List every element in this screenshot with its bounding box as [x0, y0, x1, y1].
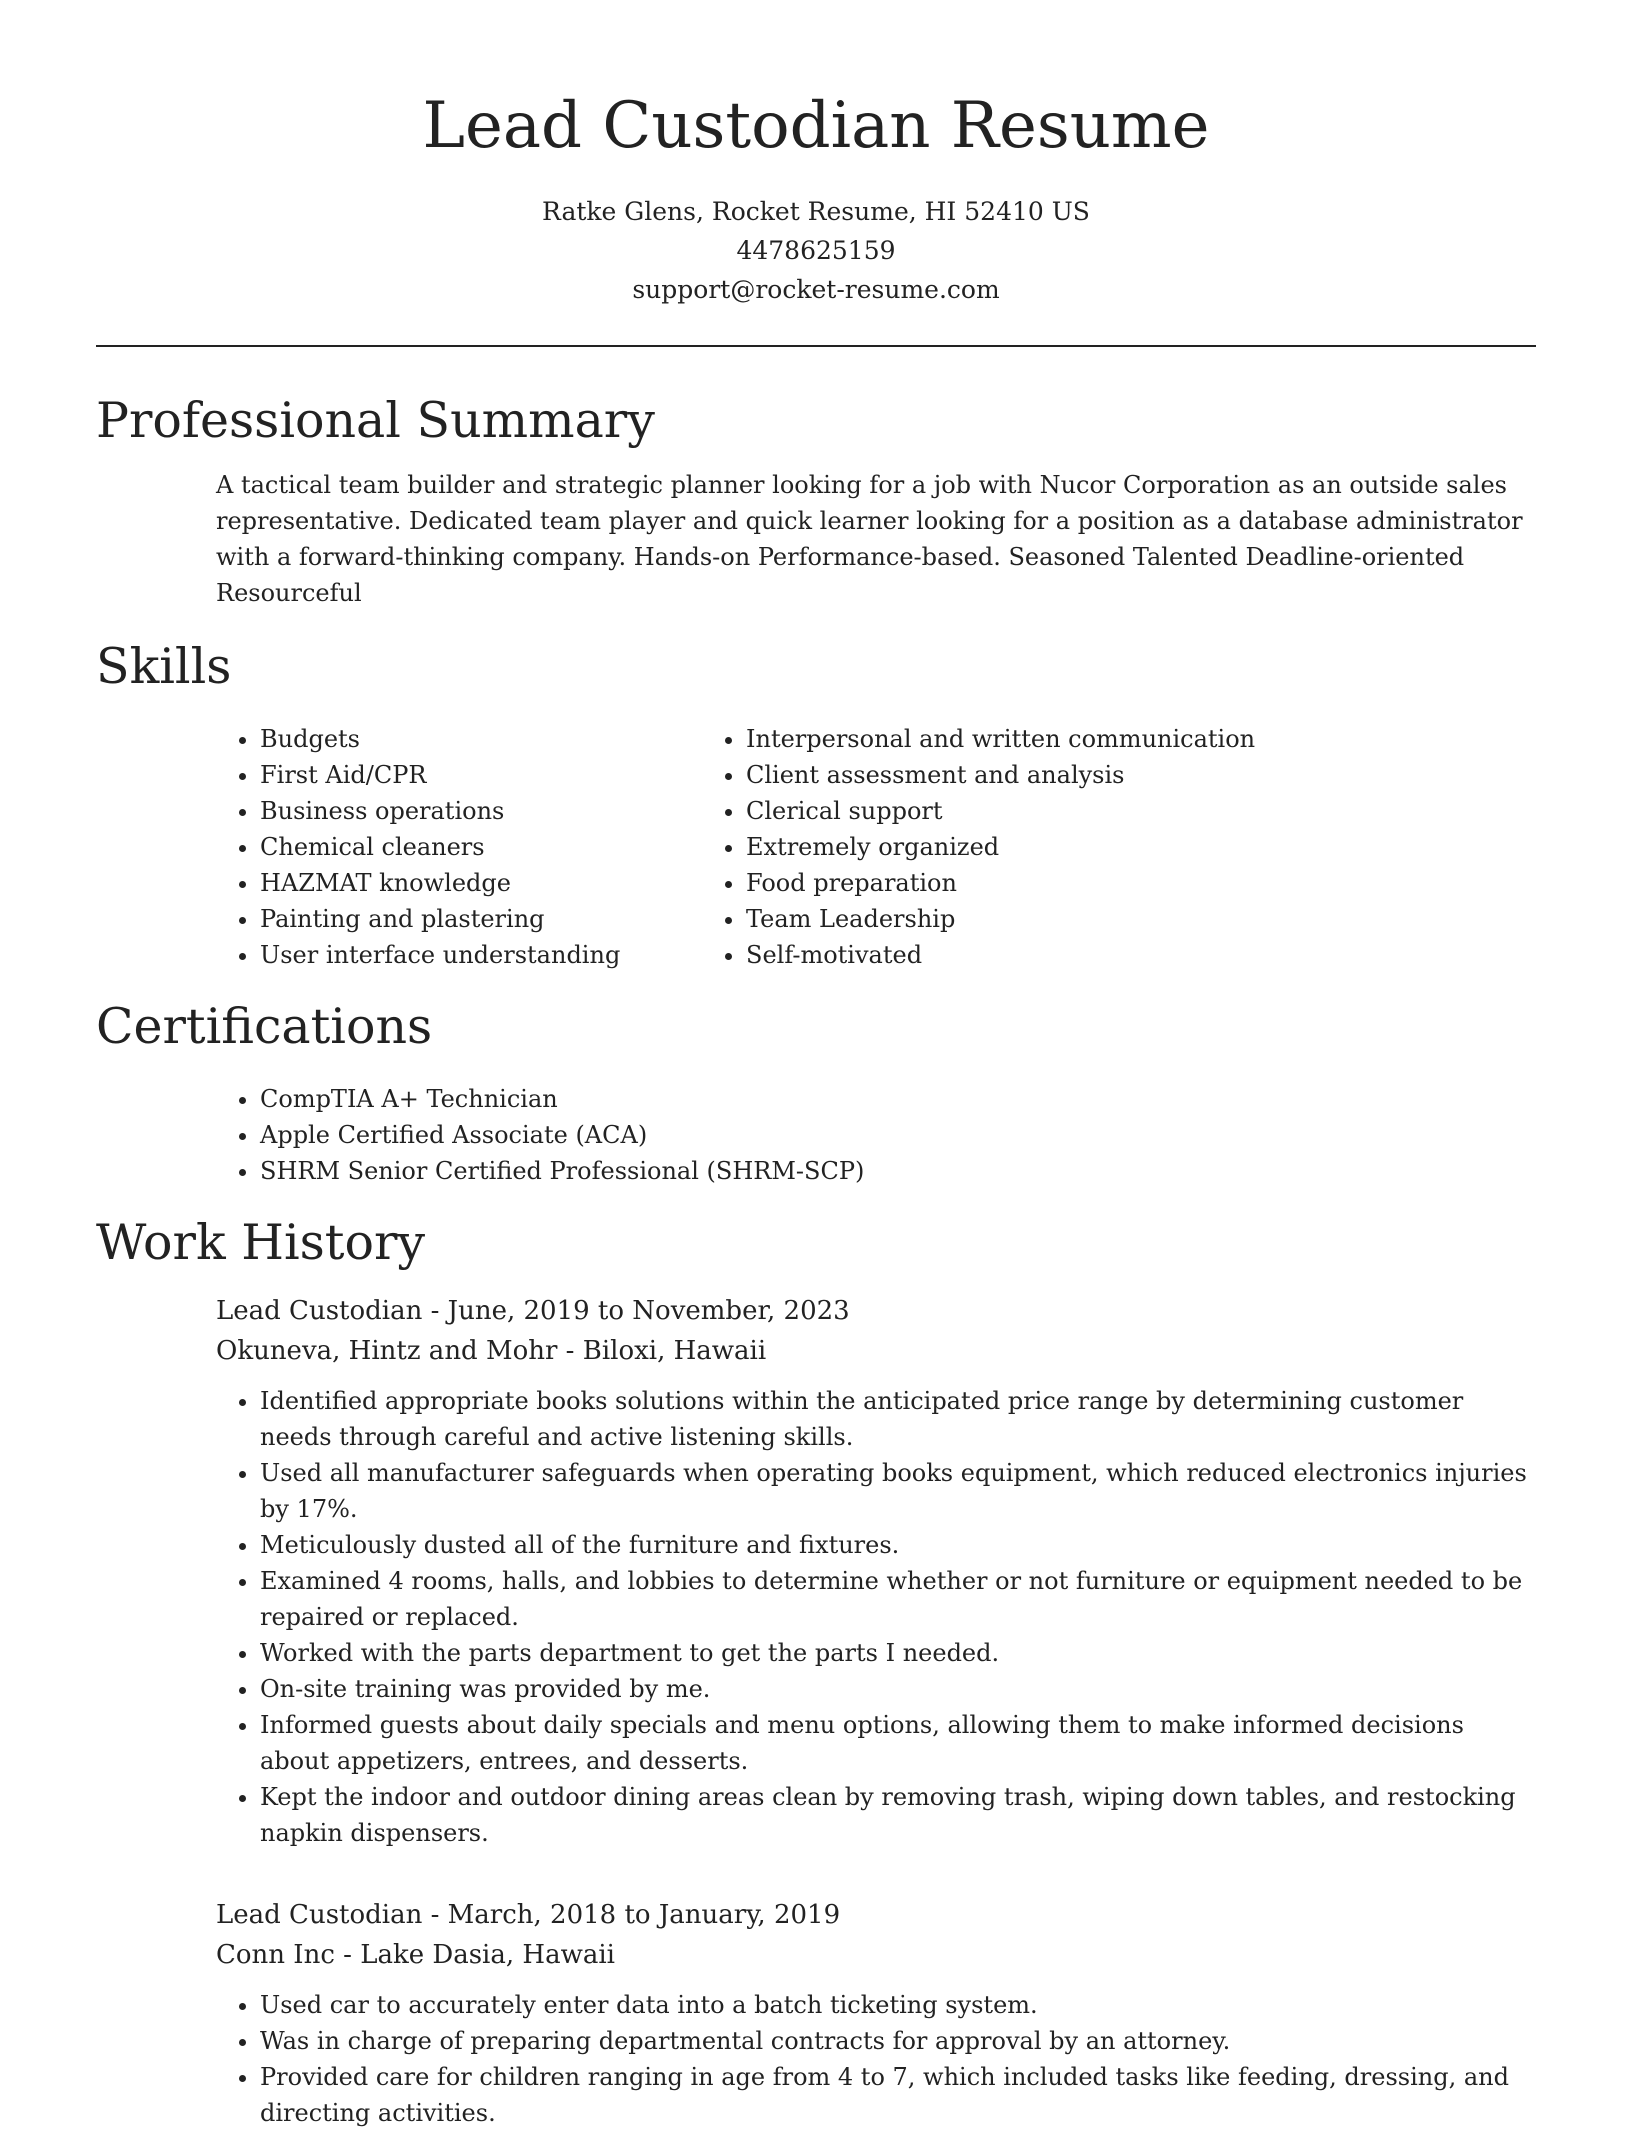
- job-entry: [216, 1895, 1536, 2131]
- skill-item: • Self-motivated: [746, 937, 1396, 973]
- job-entry: [216, 1291, 1536, 1851]
- duty-item: • Identified appropriate books solutions within the anticipated price range by determining customer needs through careful and active listening skills.: [260, 1383, 1536, 1455]
- resume-header: [96, 0, 1536, 309]
- header-divider: [96, 345, 1536, 347]
- duty-item: • Meticulously dusted all of the furniture and fixtures.: [260, 1527, 1536, 1563]
- duty-item: • Worked with the parts department to get the parts I needed.: [260, 1635, 1536, 1671]
- phone: 4478625159: [736, 236, 896, 265]
- certification-item: • SHRM Senior Certified Professional (SHRM-SCP): [260, 1153, 1536, 1189]
- work-history-heading: Work History: [96, 1214, 426, 1271]
- skill-item: • Client assessment and analysis: [746, 757, 1396, 793]
- duty-item: • Provided care for children ranging in age from 4 to 7, which included tasks like feeding, dressing, and directing activities.: [260, 2059, 1536, 2131]
- skill-item: • Budgets: [260, 721, 746, 757]
- duty-item: • Examined 4 rooms, halls, and lobbies to determine whether or not furniture or equipment needed to be repaired or replaced.: [260, 1563, 1536, 1635]
- job-company-location: Conn Inc - Lake Dasia, Hawaii: [216, 1940, 615, 1970]
- skill-item: • First Aid/CPR: [260, 757, 746, 793]
- job-title-dates: Lead Custodian - March, 2018 to January, 2019: [216, 1900, 841, 1930]
- skills-columns: [96, 721, 1536, 973]
- skill-item: • Chemical cleaners: [260, 829, 746, 865]
- contact-info: [96, 192, 1536, 309]
- job-duties-list: [216, 1987, 1536, 2131]
- summary-text: A tactical team builder and strategic planner looking for a job with Nucor Corporation as an outside sales representative. Dedicated team player and quick learner looking for a position as a database administrator with a forward-thinking company. Hands-on Performance-based. Seasoned Talented Deadline-oriented Resourceful: [216, 471, 1523, 607]
- duty-item: • Used car to accurately enter data into a batch ticketing system.: [260, 1987, 1536, 2023]
- skills-list-left: [96, 721, 746, 973]
- email: support@rocket-resume.com: [632, 275, 1000, 304]
- skill-item: • HAZMAT knowledge: [260, 865, 746, 901]
- skill-item: • Food preparation: [746, 865, 1396, 901]
- duty-item: • Was in charge of preparing departmental contracts for approval by an attorney.: [260, 2023, 1536, 2059]
- job-company-location: Okuneva, Hintz and Mohr - Biloxi, Hawaii: [216, 1336, 767, 1366]
- skill-item: • Interpersonal and written communication: [746, 721, 1396, 757]
- duty-item: • On-site training was provided by me.: [260, 1671, 1536, 1707]
- certifications-heading: Certifications: [96, 998, 433, 1055]
- skill-item: • Extremely organized: [746, 829, 1396, 865]
- duty-item: • Informed guests about daily specials and menu options, allowing them to make informed decisions about appetizers, entrees, and desserts.: [260, 1707, 1536, 1779]
- certification-item: • CompTIA A+ Technician: [260, 1081, 1536, 1117]
- certifications-list: [96, 1081, 1536, 1189]
- resume-title: Lead Custodian Resume: [422, 89, 1210, 163]
- skill-item: • Team Leadership: [746, 901, 1396, 937]
- skill-item: • Painting and plastering: [260, 901, 746, 937]
- address: Ratke Glens, Rocket Resume, HI 52410 US: [542, 197, 1090, 226]
- job-duties-list: [216, 1383, 1536, 1851]
- skills-list-right: [746, 721, 1396, 973]
- duty-item: • Used all manufacturer safeguards when operating books equipment, which reduced electronics injuries by 17%.: [260, 1455, 1536, 1527]
- skills-heading: Skills: [96, 638, 232, 695]
- skill-item: • Business operations: [260, 793, 746, 829]
- skill-item: • User interface understanding: [260, 937, 746, 973]
- job-title-dates: Lead Custodian - June, 2019 to November, 2023: [216, 1296, 850, 1326]
- duty-item: • Kept the indoor and outdoor dining areas clean by removing trash, wiping down tables, and restocking napkin dispensers.: [260, 1779, 1536, 1851]
- summary-heading: Professional Summary: [96, 392, 655, 449]
- skill-item: • Clerical support: [746, 793, 1396, 829]
- certification-item: • Apple Certified Associate (ACA): [260, 1117, 1536, 1153]
